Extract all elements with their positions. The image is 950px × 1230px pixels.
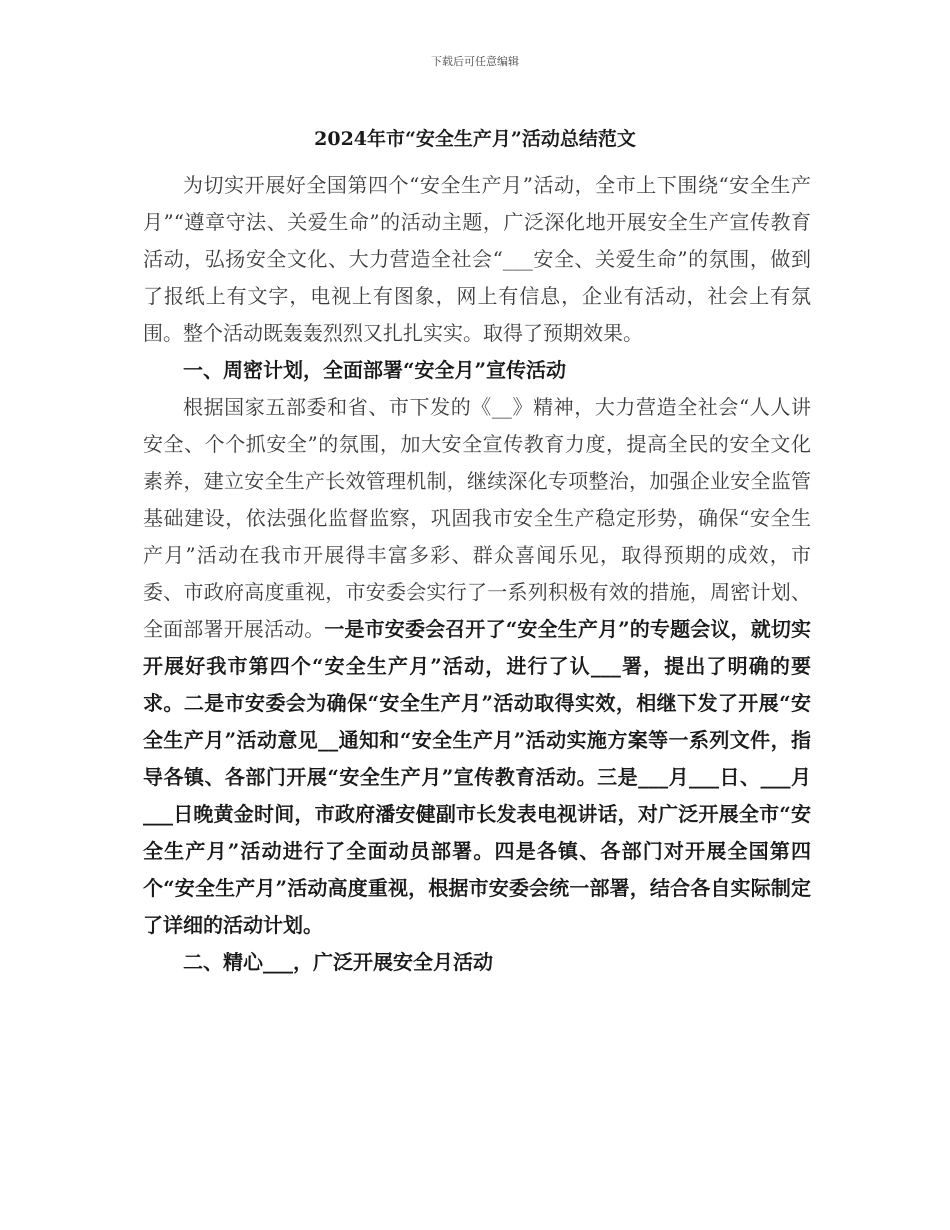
header-note: 下载后可任意编辑 bbox=[431, 55, 519, 68]
section-1-text: 根据国家五部委和省、市下发的《__》精神，大力营造全社会“人人讲安全、个个抓安全”的氛围，加大安全宣传教育力度，提高全民的安全文化素养，建立安全生产长效管理机制，继续深化专项整治，加强企业安全监管基础建设，依法强化监督监察，巩固我市安全生产稳定形势，确保“安全生产月”活动在我市开展得丰富多彩、群众喜闻乐见，取得预期的成效，市委、市政府高度重视，市安委会实行了一系列积极有效的措施，周密计划、全面部署开展活动。 bbox=[143, 395, 811, 641]
document-body bbox=[143, 167, 811, 981]
section-heading-1: 一、周密计划，全面部署“安全月”宣传活动 bbox=[183, 358, 567, 382]
document-title: 2024年市“安全生产月”活动总结范文 bbox=[314, 128, 636, 150]
section-1-bold-text: 一是市安委会召开了“安全生产月”的专题会议，就切实开展好我市第四个“安全生产月”活动，进行了认___署，提出了明确的要求。二是市安委会为确保“安全生产月”活动取得实效，相继下发了开展“安全生产月”活动意见__通知和“安全生产月”活动实施方案等一系列文件，指导各镇、各部门开展“安全生产月”宣传教育活动。三是___月___日、___月___日晚黄金时间，市政府潘安健副市长发表电视讲话，对广泛开展全市“安全生产月”活动进行了全面动员部署。四是各镇、各部门对开展全国第四个“安全生产月”活动高度重视，根据市安委会统一部署，结合各自实际制定了详细的活动计划。 bbox=[143, 617, 811, 937]
intro-paragraph: 为切实开展好全国第四个“安全生产月”活动，全市上下围绕“安全生产月”“遵章守法、关爱生命”的活动主题，广泛深化地开展安全生产宣传教育活动，弘扬安全文化、大力营造全社会“___安全、关爱生命”的氛围，做到了报纸上有文字，电视上有图象，网上有信息，企业有活动，社会上有氛围。整个活动既轰轰烈烈又扎扎实实。取得了预期效果。 bbox=[143, 173, 811, 345]
section-heading-2: 二、精心___，广泛开展安全月活动 bbox=[183, 950, 493, 974]
section-1-paragraph bbox=[143, 389, 811, 944]
